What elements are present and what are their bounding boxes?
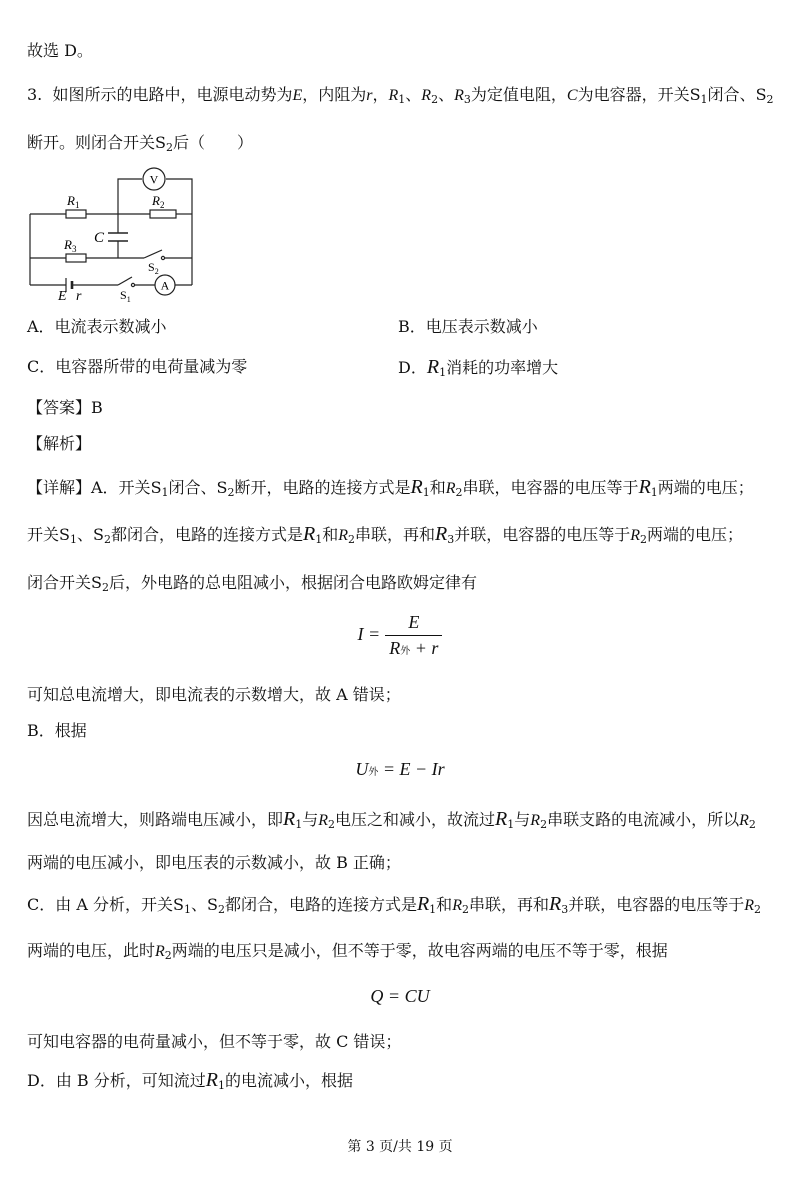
detail-paragraph-5: B．根据 xyxy=(27,721,87,740)
detail-paragraph-3: 闭合开关$S_2$后，外电路的总电阻减小，根据闭合电路欧姆定律有 xyxy=(27,573,477,594)
detail-paragraph-10: 可知电容器的电荷量减小，但不等于零，故 C 错误； xyxy=(27,1032,402,1051)
battery xyxy=(66,278,72,292)
switch-s1 xyxy=(118,277,135,287)
switch-s2 xyxy=(144,250,165,260)
page-footer: 第 3 页/共 19 页 xyxy=(347,1139,453,1155)
circuit-diagram xyxy=(20,165,205,305)
s2-label: $S_2$ xyxy=(148,260,159,276)
emf-label: E xyxy=(58,289,67,304)
answer: 【答案】B xyxy=(27,398,103,417)
detail-paragraph-7: 两端的电压减小，即电压表的示数减小，故 B 正确； xyxy=(27,853,401,872)
ammeter-label: A xyxy=(160,278,170,293)
formula-ohms-law: I = $\frac{E}{\text{R外 + r}}$ xyxy=(0,612,800,659)
capacitor-label: C xyxy=(94,230,105,246)
resistor-r1 xyxy=(66,210,86,218)
voltmeter-label: V xyxy=(149,172,159,187)
detail-paragraph-6: 因总电流增大，则路端电压减小，即$R_1$与$R_2$电压之和减小，故流过$R_1$与$R_2$串联支路的电流减小，所以$R_2$ xyxy=(27,808,756,831)
detail-paragraph-1: 【详解】A．开关$S_1$闭合、$S_2$断开，电路的连接方式是$R_1$和$R_2$串联，电容器的电压等于$R_1$两端的电压； xyxy=(27,476,754,499)
formula-charge: Q = CU xyxy=(370,986,430,1006)
r2-label: $R_2$ xyxy=(152,193,165,210)
option-a: A．电流表示数减小 xyxy=(27,317,167,336)
r3-label: $R_3$ xyxy=(64,237,77,254)
option-d: D．$R_1$消耗的功率增大 xyxy=(398,356,559,379)
option-c: C．电容器所带的电荷量减为零 xyxy=(27,357,248,376)
detail-paragraph-2: 开关$S_1$、$S_2$都闭合，电路的连接方式是$R_1$和$R_2$串联，再和$R_3$并联，电容器的电压等于$R_2$两端的电压； xyxy=(27,523,744,546)
detail-paragraph-4: 可知总电流增大，即电流表的示数增大，故 A 错误； xyxy=(27,685,401,704)
question-stem-line2: 断开。则闭合开关$S_2$后（ ） xyxy=(27,133,253,154)
detail-paragraph-11: D．由 B 分析，可知流过$R_1$的电流减小，根据 xyxy=(27,1069,353,1092)
s1-label: $S_1$ xyxy=(120,288,131,304)
internal-resistance-label: r xyxy=(76,289,82,304)
detail-paragraph-9: 两端的电压，此时$R_2$两端的电压只是减小，但不等于零，故电容两端的电压不等于零，根据 xyxy=(27,941,668,962)
analysis-label: 【解析】 xyxy=(27,434,92,453)
r1-label: $R_1$ xyxy=(67,193,80,210)
resistor-r3 xyxy=(66,254,86,262)
resistor-r2 xyxy=(150,210,176,218)
question-stem-line1: 3. 如图所示的电路中，电源电动势为E，内阻为r，$R_1$、$R_2$、$R_3$为定值电阻，C为电容器，开关$S_1$闭合、$S_2$ xyxy=(27,85,774,106)
capacitor xyxy=(108,233,128,241)
previous-conclusion: 故选 D。 xyxy=(27,41,93,60)
detail-paragraph-8: C．由 A 分析，开关$S_1$、$S_2$都闭合，电路的连接方式是$R_1$和$R_2$串联，再和$R_3$并联，电容器的电压等于$R_2$ xyxy=(27,893,761,916)
option-b: B．电压表示数减小 xyxy=(398,317,538,336)
formula-terminal-voltage: U外 = E − Ir xyxy=(355,759,445,779)
